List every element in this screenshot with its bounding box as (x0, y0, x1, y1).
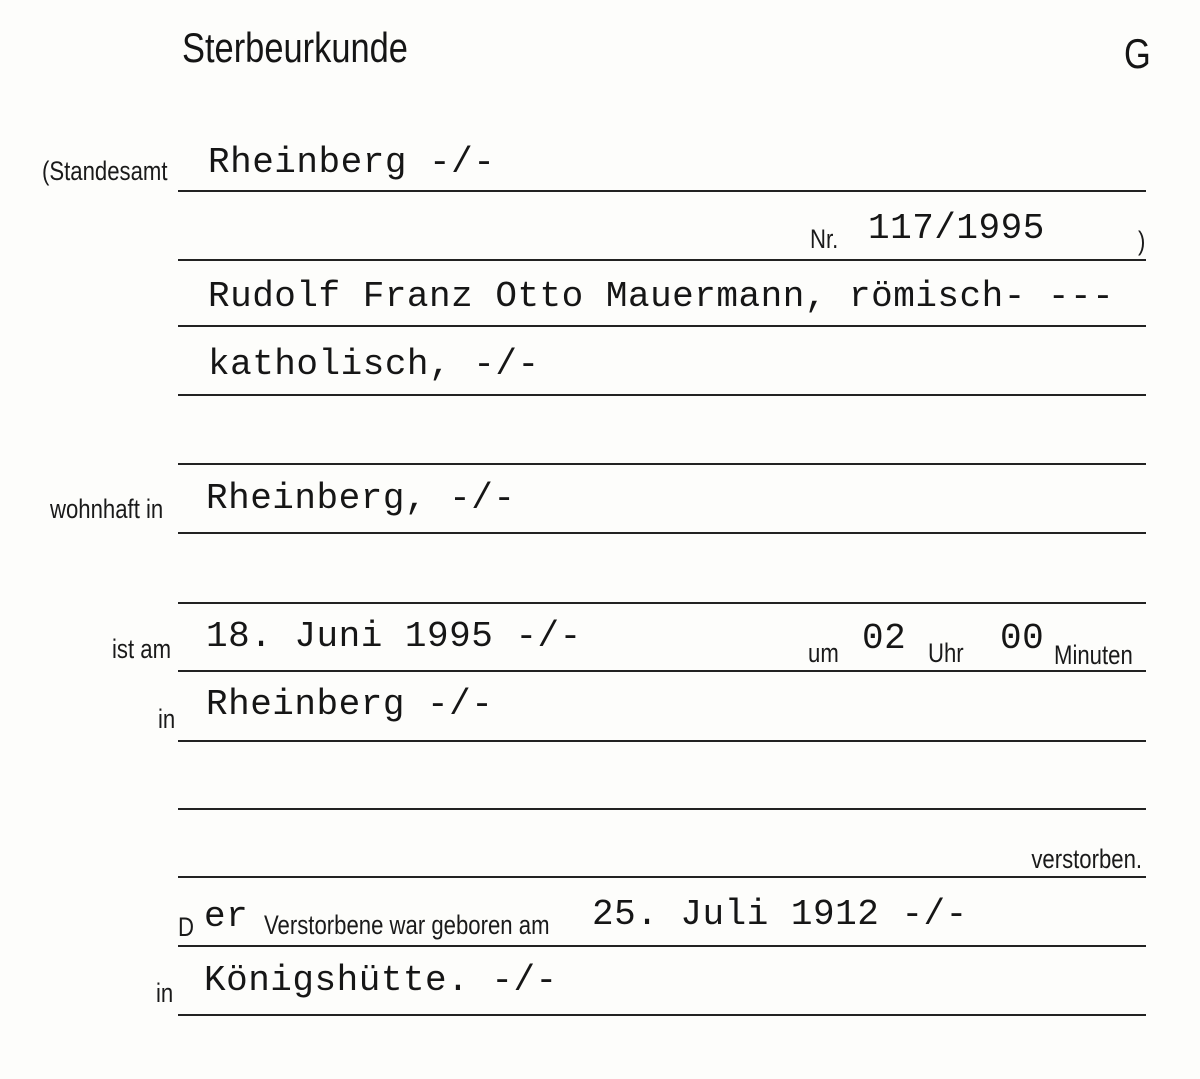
closing-paren: ) (1138, 226, 1146, 256)
birthplace-label: in (156, 978, 174, 1008)
form-code: G (1124, 30, 1151, 77)
birth-label: Verstorbene war geboren am (264, 910, 550, 940)
birthplace-value: Königshütte. -/- (204, 960, 558, 1001)
der-prefix-letter: D (178, 912, 194, 942)
nr-value: 117/1995 (868, 208, 1045, 249)
rule-residence-2 (178, 602, 1146, 604)
place-label: in (158, 704, 176, 734)
time-um-label: um (808, 638, 839, 668)
minuten-label: Minuten (1054, 640, 1133, 670)
rule-residence-1 (178, 532, 1146, 534)
residence-value: Rheinberg, -/- (206, 478, 516, 519)
rule-name-3 (178, 463, 1146, 465)
name-line-1: Rudolf Franz Otto Mauermann, römisch- --- (208, 276, 1115, 317)
date-label: ist am (112, 634, 172, 664)
rule-birthplace (178, 1014, 1146, 1016)
uhr-label: Uhr (928, 638, 964, 668)
rule-nr (178, 259, 1146, 261)
place-value: Rheinberg -/- (206, 684, 494, 725)
standesamt-label: (Standesamt (42, 156, 168, 186)
death-date-value: 18. Juni 1995 -/- (206, 616, 582, 657)
der-prefix-typed: er (204, 896, 249, 937)
rule-standesamt (178, 190, 1146, 192)
verstorben-label: verstorben. (1031, 844, 1142, 874)
rule-place-1 (178, 740, 1146, 742)
hour-value: 02 (862, 618, 907, 659)
document-title: Sterbeurkunde (182, 24, 408, 71)
standesamt-value: Rheinberg -/- (208, 142, 496, 183)
minute-value: 00 (1000, 618, 1045, 659)
rule-verstorben (178, 876, 1146, 878)
birth-date-value: 25. Juli 1912 -/- (592, 894, 968, 935)
name-line-2: katholisch, -/- (208, 344, 540, 385)
rule-date (178, 670, 1146, 672)
nr-label: Nr. (810, 224, 839, 254)
rule-birth (178, 945, 1146, 947)
rule-name-2 (178, 394, 1146, 396)
residence-label: wohnhaft in (50, 494, 164, 524)
rule-place-2 (178, 808, 1146, 810)
rule-name-1 (178, 325, 1146, 327)
